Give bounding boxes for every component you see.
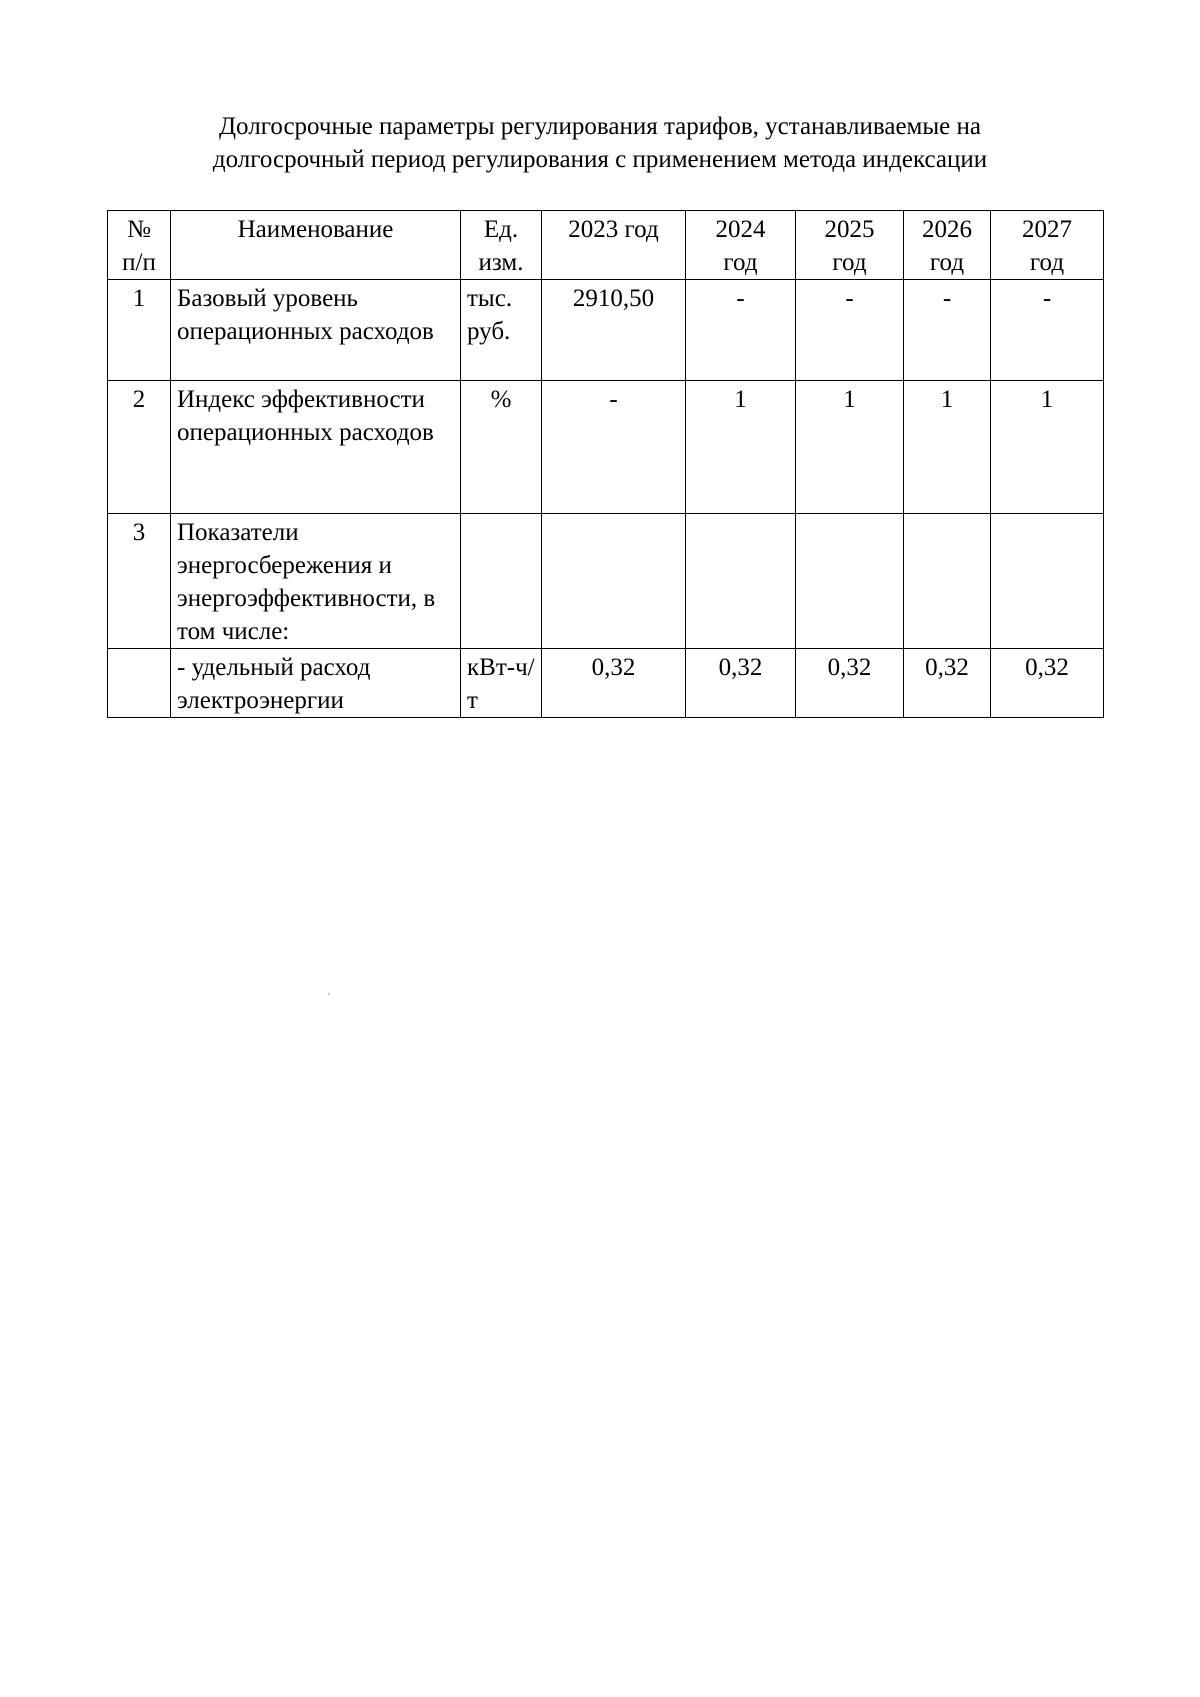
document-title-line-2: долгосрочный период регулирования с применением метода индексации (212, 146, 988, 173)
row-name-cell: Индекс эффективности операционных расходов (171, 381, 461, 514)
row-number-cell: 3 (108, 514, 171, 649)
row-value-2027: - (991, 280, 1104, 381)
row-value-2023: 2910,50 (542, 280, 686, 381)
header-cell-unit: Ед. изм. (461, 211, 542, 280)
table-row (108, 514, 1104, 649)
row-value-2024 (686, 514, 796, 649)
row-number-cell: 1 (108, 280, 171, 381)
header-cell-number: № п/п (108, 211, 171, 280)
table-header-row (108, 211, 1104, 280)
row-name-cell: Базовый уровень операционных расходов (171, 280, 461, 381)
tariff-parameters-table (107, 210, 1104, 718)
document-title (100, 110, 1100, 176)
row-unit-cell: кВт-ч/т (461, 649, 542, 718)
row-number-cell (108, 649, 171, 718)
row-value-2024: 1 (686, 381, 796, 514)
header-cell-name: Наименование (171, 211, 461, 280)
header-cell-2023: 2023 год (542, 211, 686, 280)
header-cell-2027: 2027 год (991, 211, 1104, 280)
table-row (108, 280, 1104, 381)
row-value-2023: 0,32 (542, 649, 686, 718)
row-value-2024: 0,32 (686, 649, 796, 718)
row-value-2025: 0,32 (796, 649, 904, 718)
row-value-2025 (796, 514, 904, 649)
row-value-2025: 1 (796, 381, 904, 514)
row-value-2025: - (796, 280, 904, 381)
header-cell-2024: 2024 год (686, 211, 796, 280)
row-value-2026 (904, 514, 991, 649)
row-value-2026: 0,32 (904, 649, 991, 718)
row-value-2024: - (686, 280, 796, 381)
document-title-line-1: Долгосрочные параметры регулирования тарифов, устанавливаемые на (219, 113, 981, 140)
row-number-cell: 2 (108, 381, 171, 514)
table-row (108, 649, 1104, 718)
row-value-2023 (542, 514, 686, 649)
row-value-2027: 1 (991, 381, 1104, 514)
row-value-2027 (991, 514, 1104, 649)
row-name-cell: Показатели энергосбережения и энергоэффективности, в том числе: (171, 514, 461, 649)
row-value-2026: 1 (904, 381, 991, 514)
scan-speck (328, 993, 330, 995)
row-unit-cell (461, 514, 542, 649)
row-value-2026: - (904, 280, 991, 381)
header-cell-2025: 2025 год (796, 211, 904, 280)
row-name-cell: - удельный расход электроэнергии (171, 649, 461, 718)
row-unit-cell: % (461, 381, 542, 514)
row-value-2023: - (542, 381, 686, 514)
row-unit-cell: тыс. руб. (461, 280, 542, 381)
row-value-2027: 0,32 (991, 649, 1104, 718)
header-cell-2026: 2026 год (904, 211, 991, 280)
table-row (108, 381, 1104, 514)
